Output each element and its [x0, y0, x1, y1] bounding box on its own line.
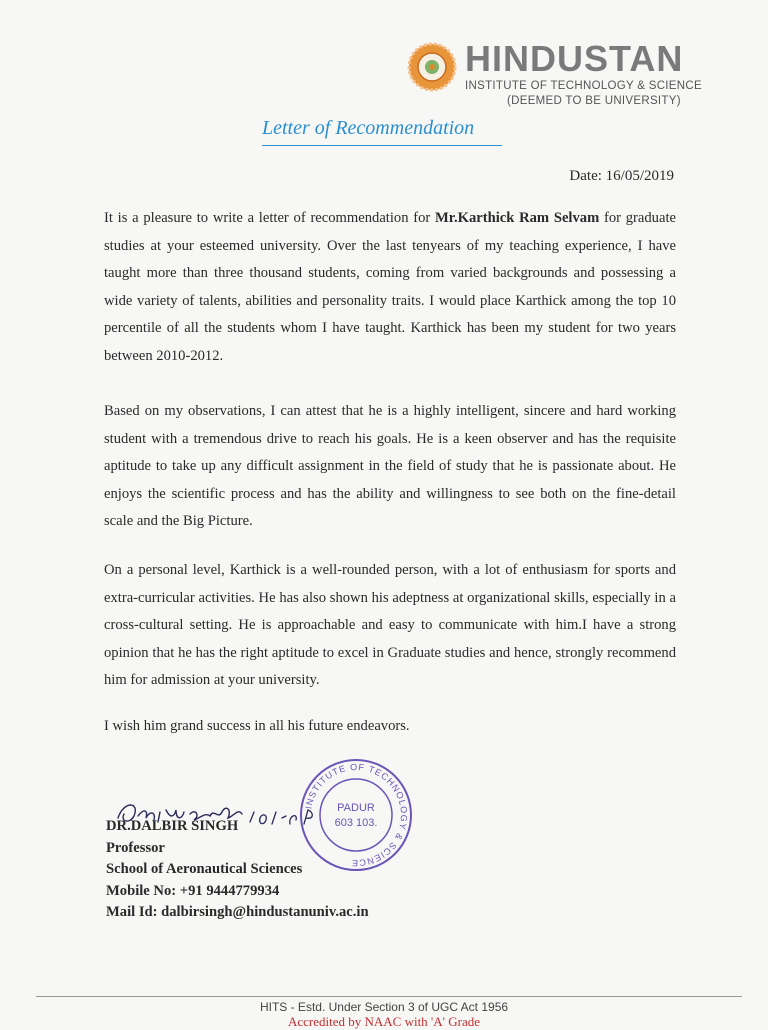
paragraph-1: [104, 205, 676, 370]
paragraph-3: On a personal level, Karthick is a well-rounded person, with a lot of enthusiasm for sports and extra-curricular activities. He has also shown his adeptness at organizational skills, especially in a cross-cultural setting. He is approachable and easy to communicate with him.I have a strong opinion that he has the right aptitude to excel in Graduate studies and hence, strongly recommend him for admission at your university.: [104, 562, 676, 688]
institution-name: HINDUSTAN: [465, 38, 684, 79]
stamp-line-2: 603 103.: [334, 817, 378, 829]
hindustan-seal-icon: [407, 42, 457, 92]
signatory-mobile: Mobile No: +91 9444779934: [106, 882, 280, 899]
letter-date: Date: 16/05/2019: [569, 168, 674, 184]
footer-establishment: HITS - Estd. Under Section 3 of UGC Act 1956: [259, 1000, 509, 1014]
footer-divider: [36, 996, 742, 997]
institution-logo: [405, 40, 725, 110]
paragraph-1-rest: for graduate studies at your esteemed university. Over the last tenyears of my teaching experience, I have taught more than three thousand students, coming from varied backgrounds and possessing a wide variety of talents, abilities and personality traits. I would place Karthick among the top 10 percentile of all the students whom I have taught. Karthick has been my student for two years between 2010-2012.: [104, 210, 676, 364]
paragraph-1-lead: It is a pleasure to write a letter of recommendation for: [104, 210, 436, 226]
letter-title: Letter of Recommendation: [262, 117, 475, 139]
closing-line: I wish him grand success in all his future endeavors.: [104, 718, 410, 734]
stamp-line-1: PADUR: [337, 802, 375, 814]
institution-subtitle: INSTITUTE OF TECHNOLOGY & SCIENCE: [465, 80, 702, 92]
institution-status: (DEEMED TO BE UNIVERSITY): [507, 95, 681, 107]
signatory-designation: Professor: [106, 839, 165, 856]
title-underline: [262, 145, 502, 146]
candidate-name: Mr.Karthick Ram Selvam: [435, 210, 600, 226]
paragraph-2: Based on my observations, I can attest that he is a highly intelligent, sincere and hard working student with a tremendous drive to reach his goals. He is a keen observer and has the requisite aptitude to take up any difficult assignment in the field of study that he is passionate about. He enjoys the scientific process and has the ability and willingness to see both on the fine-detail scale and the Big Picture.: [104, 403, 676, 529]
signatory-block: [106, 816, 369, 924]
signatory-name: DR.DALBIR SINGH: [106, 818, 239, 834]
footer-accreditation: Accredited by NAAC with 'A' Grade: [287, 1014, 481, 1029]
svg-text:INSTITUTE OF TECHNOLOGY & SCIE: INSTITUTE OF TECHNOLOGY & SCIENCE: [303, 761, 410, 869]
signatory-school: School of Aeronautical Sciences: [106, 861, 303, 877]
signatory-email: Mail Id: dalbirsingh@hindustanuniv.ac.in: [106, 904, 369, 920]
